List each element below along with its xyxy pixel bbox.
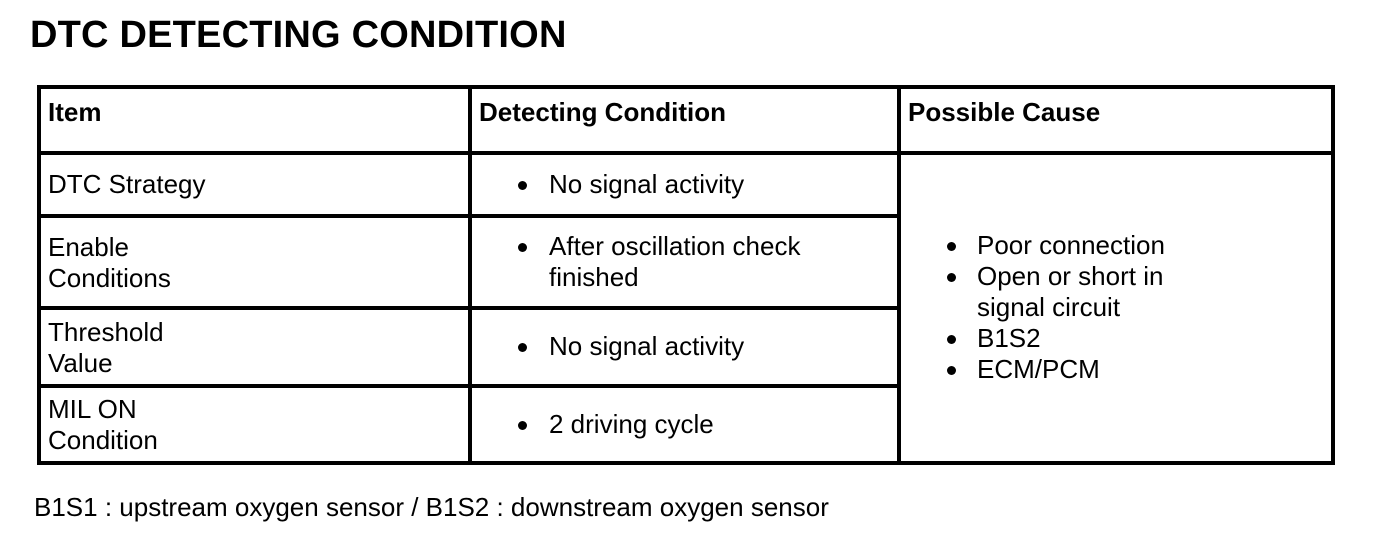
condition-cell <box>470 308 899 386</box>
item-label-line: Value <box>48 347 113 378</box>
cause-item: Open or short in signal circuit <box>901 261 1177 323</box>
cause-item: B1S2 <box>901 323 1331 354</box>
cause-item: ECM/PCM <box>901 354 1331 385</box>
condition-item: No signal activity <box>472 169 897 200</box>
condition-item: After oscillation check finished <box>472 231 839 293</box>
header-item: Item <box>39 87 470 153</box>
header-possible-cause: Possible Cause <box>899 87 1333 153</box>
footnote: B1S1 : upstream oxygen sensor / B1S2 : downstream oxygen sensor <box>34 492 829 522</box>
item-label-line: Threshold <box>48 316 164 347</box>
condition-list <box>472 169 897 200</box>
condition-item: No signal activity <box>472 331 897 362</box>
item-label-line: Conditions <box>48 263 171 294</box>
page-title: DTC DETECTING CONDITION <box>30 14 567 56</box>
item-cell <box>39 216 470 307</box>
table-row <box>39 153 1333 217</box>
condition-cell <box>470 153 899 217</box>
item-label-line: Enable <box>48 232 129 263</box>
condition-cell <box>470 386 899 463</box>
item-cell <box>39 153 470 217</box>
condition-cell <box>470 216 899 307</box>
condition-list <box>472 331 897 362</box>
condition-list <box>472 409 897 440</box>
possible-cause-list <box>901 230 1331 385</box>
item-cell <box>39 386 470 463</box>
cause-item: Poor connection <box>901 230 1331 261</box>
possible-cause-cell <box>899 153 1333 463</box>
dtc-condition-table <box>37 85 1335 465</box>
item-label-line: Condition <box>48 424 158 455</box>
header-detecting-condition: Detecting Condition <box>470 87 899 153</box>
table-header-row <box>39 87 1333 153</box>
condition-item: 2 driving cycle <box>472 409 897 440</box>
item-label-line: MIL ON <box>48 393 137 424</box>
item-label: DTC Strategy <box>48 168 206 199</box>
item-cell <box>39 308 470 386</box>
condition-list <box>472 231 897 293</box>
